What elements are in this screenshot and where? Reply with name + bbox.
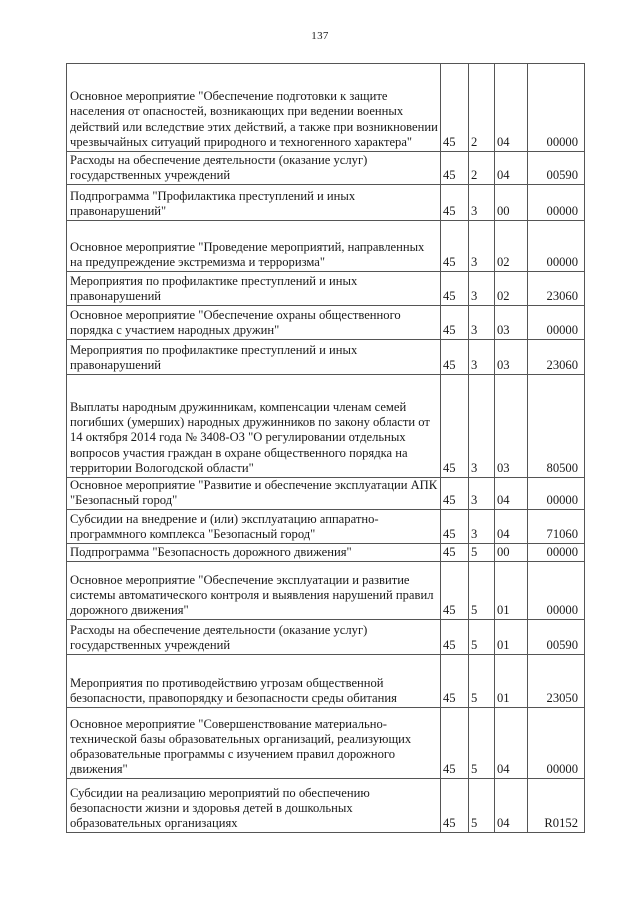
main-activity-code: 00 (495, 544, 528, 562)
subprogram-code: 2 (469, 152, 495, 185)
expense-direction-code: 00000 (528, 64, 585, 152)
subprogram-code: 3 (469, 221, 495, 272)
row-name: Субсидии на внедрение и (или) эксплуатацию аппаратно-программного комплекса "Безопасный город" (67, 510, 441, 544)
main-activity-code: 02 (495, 272, 528, 306)
table-row (67, 478, 585, 510)
expense-direction-code: 23060 (528, 272, 585, 306)
table-row (67, 375, 585, 478)
expense-direction-code: 00590 (528, 152, 585, 185)
row-name: Подпрограмма "Профилактика преступлений и иных правонарушений" (67, 185, 441, 221)
table-row (67, 655, 585, 708)
subprogram-code: 3 (469, 340, 495, 375)
main-activity-code: 01 (495, 620, 528, 655)
program-code: 45 (441, 185, 469, 221)
main-activity-code: 03 (495, 306, 528, 340)
subprogram-code: 5 (469, 620, 495, 655)
subprogram-code: 5 (469, 708, 495, 779)
row-name: Основное мероприятие "Обеспечение подготовки к защите населения от опасностей, возникающих при ведении военных действий или вследствие этих действий, а также при возникновении чрезвычайных ситуаций природного и техногенного характера" (67, 64, 441, 152)
row-name: Основное мероприятие "Проведение мероприятий, направленных на предупреждение экстремизма и терроризма" (67, 221, 441, 272)
subprogram-code: 5 (469, 779, 495, 833)
main-activity-code: 01 (495, 562, 528, 620)
row-name: Субсидии на реализацию мероприятий по обеспечению безопасности жизни и здоровья детей в дошкольных образовательных организациях (67, 779, 441, 833)
table-row (67, 64, 585, 152)
table-row (67, 152, 585, 185)
row-name: Основное мероприятие "Совершенствование материально-технической базы образовательных организаций, реализующих образовательные программы с изучением правил дорожного движения" (67, 708, 441, 779)
program-code: 45 (441, 708, 469, 779)
program-code: 45 (441, 306, 469, 340)
main-activity-code: 04 (495, 478, 528, 510)
expense-direction-code: 00000 (528, 562, 585, 620)
table-row (67, 708, 585, 779)
row-name: Мероприятия по противодействию угрозам общественной безопасности, правопорядку и безопасности среды обитания (67, 655, 441, 708)
main-activity-code: 02 (495, 221, 528, 272)
row-name: Основное мероприятие "Развитие и обеспечение эксплуатации АПК "Безопасный город" (67, 478, 441, 510)
row-name: Расходы на обеспечение деятельности (оказание услуг) государственных учреждений (67, 620, 441, 655)
table-row (67, 620, 585, 655)
main-activity-code: 03 (495, 340, 528, 375)
table-row (67, 306, 585, 340)
program-code: 45 (441, 655, 469, 708)
program-code: 45 (441, 620, 469, 655)
expense-direction-code: 00000 (528, 306, 585, 340)
program-code: 45 (441, 64, 469, 152)
table-row (67, 340, 585, 375)
row-name: Основное мероприятие "Обеспечение эксплуатации и развитие системы автоматического контроля и выявления нарушений правил дорожного движения" (67, 562, 441, 620)
program-code: 45 (441, 544, 469, 562)
program-code: 45 (441, 221, 469, 272)
main-activity-code: 04 (495, 708, 528, 779)
table-row (67, 779, 585, 833)
expense-direction-code: 23060 (528, 340, 585, 375)
table-row (67, 510, 585, 544)
subprogram-code: 3 (469, 510, 495, 544)
main-activity-code: 00 (495, 185, 528, 221)
program-code: 45 (441, 478, 469, 510)
expense-direction-code: 00000 (528, 185, 585, 221)
expense-direction-code: 00590 (528, 620, 585, 655)
table-row (67, 544, 585, 562)
subprogram-code: 3 (469, 306, 495, 340)
table-row (67, 562, 585, 620)
expense-direction-code: 23050 (528, 655, 585, 708)
subprogram-code: 5 (469, 562, 495, 620)
expense-direction-code: 00000 (528, 221, 585, 272)
subprogram-code: 5 (469, 655, 495, 708)
page-number: 137 (311, 30, 329, 42)
main-activity-code: 04 (495, 779, 528, 833)
expense-direction-code: 00000 (528, 544, 585, 562)
row-name: Мероприятия по профилактике преступлений и иных правонарушений (67, 272, 441, 306)
main-activity-code: 04 (495, 152, 528, 185)
program-code: 45 (441, 340, 469, 375)
subprogram-code: 3 (469, 375, 495, 478)
subprogram-code: 2 (469, 64, 495, 152)
row-name: Подпрограмма "Безопасность дорожного движения" (67, 544, 441, 562)
main-activity-code: 04 (495, 64, 528, 152)
subprogram-code: 3 (469, 185, 495, 221)
row-name: Расходы на обеспечение деятельности (оказание услуг) государственных учреждений (67, 152, 441, 185)
table-row (67, 221, 585, 272)
program-code: 45 (441, 779, 469, 833)
subprogram-code: 3 (469, 478, 495, 510)
subprogram-code: 3 (469, 272, 495, 306)
main-activity-code: 04 (495, 510, 528, 544)
program-code: 45 (441, 562, 469, 620)
budget-table (66, 63, 585, 833)
row-name: Основное мероприятие "Обеспечение охраны общественного порядка с участием народных дружин" (67, 306, 441, 340)
expense-direction-code: 00000 (528, 708, 585, 779)
table-row (67, 272, 585, 306)
program-code: 45 (441, 152, 469, 185)
expense-direction-code: 00000 (528, 478, 585, 510)
program-code: 45 (441, 510, 469, 544)
main-activity-code: 03 (495, 375, 528, 478)
table-row (67, 185, 585, 221)
program-code: 45 (441, 375, 469, 478)
program-code: 45 (441, 272, 469, 306)
row-name: Мероприятия по профилактике преступлений и иных правонарушений (67, 340, 441, 375)
row-name: Выплаты народным дружинникам, компенсации членам семей погибших (умерших) народных дружинников по закону области от 14 октября 2014 года № 3408-ОЗ "О регулировании отдельных вопросов участия граждан в охране общественного порядка на территории Вологодской области" (67, 375, 441, 478)
expense-direction-code: 80500 (528, 375, 585, 478)
expense-direction-code: R0152 (528, 779, 585, 833)
subprogram-code: 5 (469, 544, 495, 562)
main-activity-code: 01 (495, 655, 528, 708)
expense-direction-code: 71060 (528, 510, 585, 544)
